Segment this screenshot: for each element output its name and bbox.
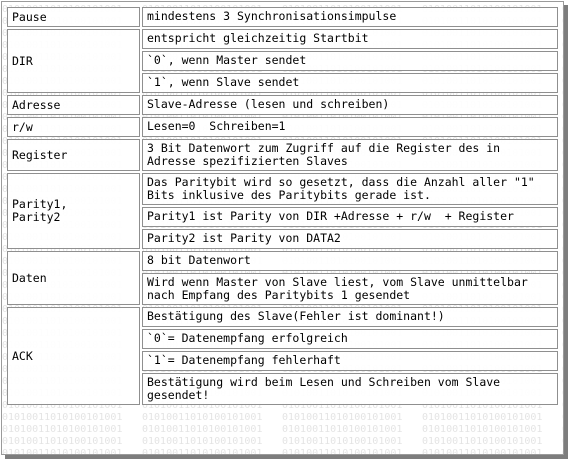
table-row <box>7 29 558 49</box>
field-description-cell: Das Paritybit wird so gesetzt, dass die Anzahl aller "1" Bits inklusive des Paritybits gerade ist. <box>142 173 558 205</box>
field-description-cell: Bestätigung des Slave(Fehler ist dominant!) <box>142 307 558 327</box>
field-description-cell: Lesen=0 Schreiben=1 <box>142 117 558 137</box>
table-row <box>7 117 558 137</box>
field-name-cell: Register <box>7 139 140 171</box>
field-name-cell: Adresse <box>7 95 140 115</box>
field-name-cell: Daten <box>7 251 140 305</box>
table-row <box>7 95 558 115</box>
field-description-cell: `1`= Datenempfang fehlerhaft <box>142 351 558 371</box>
field-description-cell: Parity1 ist Parity von DIR +Adresse + r/w + Register <box>142 207 558 227</box>
protocol-spec-table <box>5 5 560 407</box>
field-name-cell: r/w <box>7 117 140 137</box>
table-row <box>7 307 558 327</box>
field-description-cell: `1`, wenn Slave sendet <box>142 73 558 93</box>
table-body <box>7 7 558 405</box>
field-description-cell: Slave-Adresse (lesen und schreiben) <box>142 95 558 115</box>
field-name-cell: DIR <box>7 29 140 93</box>
field-name-cell: ACK <box>7 307 140 405</box>
field-description-cell: `0`, wenn Master sendet <box>142 51 558 71</box>
field-name-cell: Parity1, Parity2 <box>7 173 140 249</box>
field-description-cell: 8 bit Datenwort <box>142 251 558 271</box>
field-description-cell: 3 Bit Datenwort zum Zugriff auf die Register des in Adresse spezifizierten Slaves <box>142 139 558 171</box>
field-description-cell: mindestens 3 Synchronisationsimpulse <box>142 7 558 27</box>
field-description-cell: entspricht gleichzeitig Startbit <box>142 29 558 49</box>
table-row <box>7 139 558 171</box>
field-name-cell: Pause <box>7 7 140 27</box>
field-description-cell: Bestätigung wird beim Lesen und Schreiben vom Slave gesendet! <box>142 373 558 405</box>
table-row <box>7 173 558 205</box>
field-description-cell: Parity2 ist Parity von DATA2 <box>142 229 558 249</box>
field-description-cell: `0`= Datenempfang erfolgreich <box>142 329 558 349</box>
table-row <box>7 7 558 27</box>
table-row <box>7 251 558 271</box>
table-frame <box>1 1 564 455</box>
field-description-cell: Wird wenn Master von Slave liest, vom Slave unmittelbar nach Empfang des Paritybits 1 gesendet <box>142 273 558 305</box>
